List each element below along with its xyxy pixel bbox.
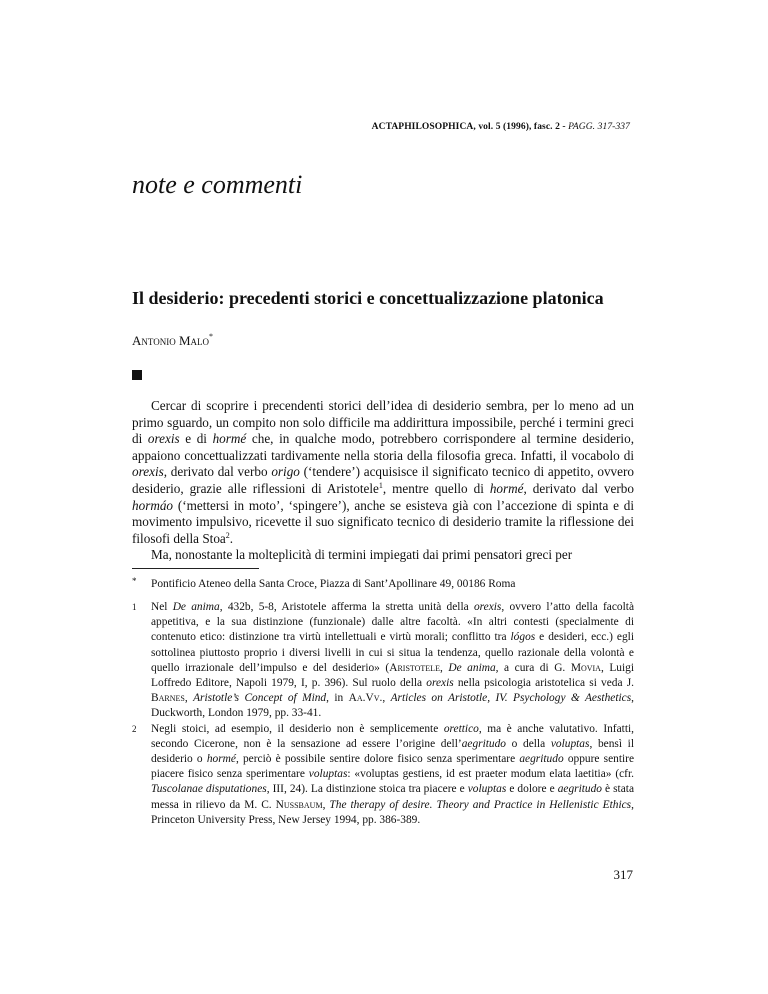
section-bullet-square-icon: [132, 370, 142, 380]
title-tusculanae: Tuscolanae disputationes: [151, 783, 267, 796]
text-run: , perciò è possibile sentire dolore fisico senza sperimentare: [235, 753, 520, 766]
term-voluptas: voluptas: [308, 768, 348, 781]
page-number: 317: [613, 867, 633, 882]
term-orexis: orexis: [426, 677, 454, 690]
author-line: [132, 332, 213, 349]
text-run: a cura di G.: [498, 661, 571, 674]
text-run: e di: [179, 431, 213, 447]
paragraph-1: [132, 398, 634, 547]
text-run: ,: [382, 692, 391, 705]
text-run: ,: [184, 692, 194, 705]
term-orexis: orexis: [147, 431, 180, 447]
affiliation-mark: *: [132, 576, 137, 586]
title-therapy-of-desire: The therapy of desire. Theory and Practice in Hellenistic Ethics: [329, 798, 632, 811]
text-run: , derivato dal verbo: [523, 480, 634, 496]
term-orexis: orexis: [132, 464, 164, 480]
affiliation-footnote: [132, 574, 634, 592]
footnote-ref-2[interactable]: 2: [225, 530, 230, 540]
text-run: o della: [505, 737, 551, 750]
author-first-name: Antonio: [132, 333, 179, 348]
term-horme: hormé: [212, 431, 247, 447]
text-run: ,: [439, 661, 449, 674]
text-run: ,: [322, 798, 330, 811]
article-title: Il desiderio: precedenti storici e concettualizzazione platonica: [132, 288, 604, 308]
page-range: PAGG. 317-337: [568, 122, 630, 132]
term-orettico: orettico: [443, 722, 479, 735]
text-run: , ovvero l’atto della facoltà appetitiva, e la sua distinzione (funzionale) dalle altre facoltà. «In altri contesti (specialmente di contenuto etico: distinzione tra virtù intellettuali e virtù morali; conflitto tra: [151, 601, 634, 644]
text-run: , derivato dal verbo: [163, 464, 272, 480]
term-origo: origo: [271, 464, 300, 480]
text-run: e dolore e: [506, 783, 558, 796]
author-barnes: Barnes: [151, 692, 185, 705]
footnote-number: 1: [132, 602, 137, 612]
text-run: , Duckworth, London 1979, pp. 33-41.: [151, 692, 634, 720]
text-run: , 432b, 5-8, Aristotele afferma la stretta unità della: [219, 601, 474, 613]
text-run: , in: [326, 692, 349, 705]
text-run: , III, 24). La distinzione stoica tra piacere e: [266, 783, 468, 796]
author-aristotele: Aristotele: [389, 661, 440, 674]
body-text: [132, 398, 634, 564]
running-header: [372, 122, 630, 132]
footnote-1: [132, 600, 634, 722]
text-run: nella psicologia aristotelica si veda J.: [453, 677, 635, 690]
paragraph-2: Ma, nonostante la molteplicità di termini impiegati dai primi pensatori greci per: [151, 547, 573, 563]
term-aegritudo: aegritudo: [557, 783, 602, 796]
footnote-ref-1[interactable]: 1: [378, 480, 383, 490]
author-last-name: Malo: [178, 333, 210, 348]
term-voluptas: voluptas: [550, 737, 590, 750]
text-run: (‘mettersi in moto’, ‘spingere’), anche se esisteva già con l’accezione di spinta e di movimento impulsivo, ricevette il suo significato tecnico di desiderio tramite la riflessione dei filosofi della Stoa: [132, 497, 634, 546]
section-title: note e commenti: [132, 170, 303, 199]
title-concept-of-mind: Aristotle’s Concept of Mind: [193, 692, 327, 705]
text-run: Negli stoici, ad esempio, il desiderio non è semplicemente: [151, 722, 444, 735]
text-run: , Luigi Loffredo Editore, Napoli 1979, I, p. 396). Sul ruolo della: [151, 661, 635, 690]
term-logos: lógos: [510, 631, 536, 644]
footnotes: [132, 600, 634, 828]
text-run: che, in qualche modo, potrebbero corrispondere al termine desiderio, appaiono concettualizzati tardivamente nella storia della filosofia greca. Infatti, il vocabolo di: [132, 431, 634, 463]
text-run: Cercar di scoprire i precendenti storici dell’idea di desiderio sembra, per lo meno ad un primo sguardo, un compito non solo difficile ma addirittura impossibile, perché i termini greci di: [132, 398, 634, 447]
title-de-anima: De anima: [172, 601, 220, 613]
term-hormao: hormáo: [132, 497, 174, 513]
text-run: : «voluptas gestiens, id est praeter modum elata laetitia» (cfr.: [347, 768, 634, 781]
text-run: , mentre quello di: [382, 480, 490, 496]
title-articles-on-aristotle: Articles on Aristotle, IV. Psychology & Aesthetics: [390, 692, 632, 705]
footnote-number: 2: [132, 723, 137, 734]
text-run: e desideri, ecc.) egli sottolinea piuttosto proprio i diversi livelli in cui si situa la tendenza, quello razionale della volontà e quello irrazionale dell’impulso e del desiderio» (: [151, 631, 634, 674]
term-orexis: orexis: [473, 601, 502, 613]
text-run: , Princeton University Press, New Jersey 1994, pp. 386-389.: [151, 798, 634, 826]
title-de-anima: De anima,: [448, 661, 499, 674]
author-movia: Movia: [570, 661, 601, 674]
text-run: oppure sentire piacere fisico senza sperimentare: [151, 753, 634, 781]
affiliation-text: Pontificio Ateneo della Santa Croce, Piazza di Sant’Apollinare 49, 00186 Roma: [151, 578, 516, 590]
author-footnote-mark: *: [209, 332, 214, 341]
term-horme: hormé: [489, 480, 524, 496]
text-run: .: [229, 530, 234, 546]
text-run: (‘tendere’) acquisisce il significato tecnico di appetito, ovvero desiderio, grazie alle riflessioni di Aristotele: [132, 464, 634, 496]
text-run: , ma è anche valutativo. Infatti, secondo Cicerone, non è la sensazione ad essere l’origine dell’: [151, 722, 634, 750]
footnote-separator: [132, 568, 259, 569]
author-aavv: Aa.Vv.: [348, 692, 383, 705]
footnote-2: [132, 722, 634, 828]
text-run: , bensì il desiderio o: [151, 737, 634, 766]
term-aegritudo: aegritudo: [519, 753, 564, 766]
term-horme: hormé: [206, 753, 236, 766]
term-aegritudo: aegritudo: [461, 737, 506, 750]
journal-citation: ACTAPHILOSOPHICA, vol. 5 (1996), fasc. 2 -: [371, 122, 569, 132]
text-run: Nel: [151, 601, 173, 613]
term-voluptas: voluptas: [467, 783, 507, 796]
text-run: è stata messa in rilievo da M. C.: [151, 783, 634, 811]
author-nussbaum: Nussbaum: [275, 798, 323, 811]
